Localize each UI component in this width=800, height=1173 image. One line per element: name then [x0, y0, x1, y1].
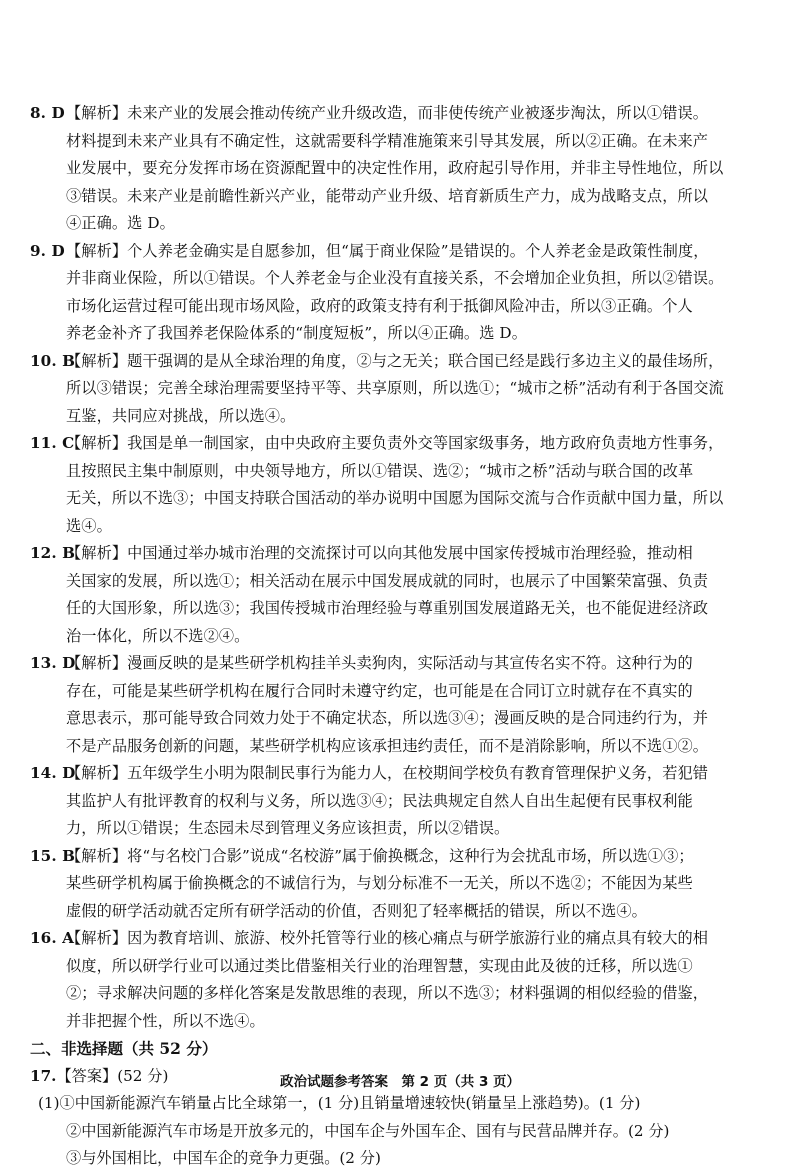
- line-text: ③错误。未来产业是前瞻性新兴产业，能带动产业升级、培育新质生产力，成为战略支点，所以: [66, 186, 709, 205]
- line-text: 治一体化，所以不选②④。: [66, 626, 250, 645]
- line-text: ④正确。选 D。: [66, 214, 175, 232]
- line-text: 某些研学机构属于偷换概念的不诚信行为，与划分标准不一无关，所以不选②；不能因为某些: [66, 874, 693, 892]
- line-text: 业发展中，要充分发挥市场在资源配置中的决定性作用，政府起引导作用，并非主导性地位，所以: [66, 159, 724, 177]
- answer-line: [30, 430, 778, 458]
- answer-line: [30, 155, 778, 183]
- line-text: 【解析】中国通过举办城市治理的交流探讨可以向其他发展中国家传授城市治理经验，推动相: [66, 544, 693, 562]
- question-number: 12. B: [30, 544, 76, 562]
- line-text: 【解析】未来产业的发展会推动传统产业升级改造，而非使传统产业被逐步淘汰，所以①错误。: [66, 104, 709, 122]
- answer-line: (1)①中国新能源汽车销量占比全球第一，(1 分)且销量增速较快(销量呈上涨趋势)。(1 分): [38, 1094, 641, 1112]
- answer-line: [30, 953, 778, 981]
- answer-line: [30, 265, 778, 293]
- page-footer: 政治试题参考答案 第 2 页（共 3 页）: [279, 1074, 521, 1090]
- line-text: 任的大国形象，所以选③；我国传授城市治理经验与尊重别国发展道路无关，也不能促进经济政: [66, 599, 709, 617]
- answer-item: [30, 238, 778, 348]
- line-text: 【解析】题干强调的是从全球治理的角度，②与之无关；联合国已经是践行多边主义的最佳场所，: [66, 351, 724, 370]
- line-text: 且按照民主集中制原则，中央领导地方，所以①错误、选②；“城市之桥”活动与联合国的改革: [66, 461, 694, 480]
- line-text: 虚假的研学活动就否定所有研学活动的价值，否则犯了轻率概括的错误，所以不选④。: [66, 901, 647, 920]
- answer-line: [30, 458, 778, 486]
- answer-line: [30, 568, 778, 596]
- line-text: 【解析】五年级学生小明为限制民事行为能力人，在校期间学校负有教育管理保护义务，若犯错: [66, 764, 709, 782]
- answer-item: [30, 100, 778, 238]
- line-text: 所以③错误；完善全球治理需要坚持平等、共享原则，所以选①；“城市之桥”活动有利于各国交流: [66, 379, 724, 397]
- answer-line: [30, 925, 778, 953]
- line-text: 似度，所以研学行业可以通过类比借鉴相关行业的治理智慧，实现由此及彼的迁移，所以选①: [66, 956, 693, 975]
- answer-line: [30, 843, 778, 871]
- question-number: 15. B: [30, 846, 76, 865]
- answer-item: [30, 843, 778, 926]
- question-number: 14. D: [30, 764, 76, 782]
- line-text: 关国家的发展，所以选①；相关活动在展示中国发展成就的同时，也展示了中国繁荣富强、负责: [66, 571, 709, 590]
- answer-line: [30, 210, 778, 238]
- line-text: 【解析】将“与名校门合影”说成“名校游”属于偷换概念，这种行为会扰乱市场，所以选①③；: [66, 846, 694, 865]
- answer-line: [30, 815, 778, 843]
- question-number: 13. D: [30, 654, 76, 672]
- section-title: 二、非选择题（共 52 分）: [30, 1039, 218, 1058]
- answer-line: [30, 1008, 778, 1036]
- answer-line: [30, 403, 778, 431]
- answer-item: [30, 650, 778, 760]
- answer-line: [30, 898, 778, 926]
- answer-line: [30, 485, 778, 513]
- line-text: 意思表示，那可能导致合同效力处于不确定状态，所以选③④；漫画反映的是合同违约行为，并: [66, 709, 709, 727]
- answer-line: [30, 513, 778, 541]
- answer-item: [30, 430, 778, 540]
- answer-line: [30, 788, 778, 816]
- answer-line: [30, 540, 778, 568]
- line-text: 【解析】因为教育培训、旅游、校外托管等行业的核心痛点与研学旅游行业的痛点具有较大的相: [66, 929, 709, 947]
- line-text: 存在，可能是某些研学机构在履行合同时未遵守约定，也可能是在合同订立时就存在不真实的: [66, 681, 693, 700]
- line-text: 【解析】漫画反映的是某些研学机构挂羊头卖狗肉，实际活动与其宣传名实不符。这种行为的: [66, 654, 693, 672]
- line-text: 选④。: [66, 516, 112, 535]
- question-number: 9. D: [30, 241, 65, 260]
- answer-line: [30, 650, 778, 678]
- answer-line: [30, 980, 778, 1008]
- answer-line: [30, 293, 778, 321]
- line-text: 【解析】个人养老金确实是自愿参加，但“属于商业保险”是错误的。个人养老金是政策性制度，: [66, 241, 709, 260]
- line-text: 不是产品服务创新的问题，某些研学机构应该承担违约责任，而不是消除影响，所以不选①②。: [66, 736, 709, 755]
- line-text: 并非商业保险，所以①错误。个人养老金与企业没有直接关系，不会增加企业负担，所以②错误。: [66, 269, 724, 287]
- question-number: 11. C: [30, 434, 75, 452]
- question-17-answers: [38, 1090, 778, 1173]
- question-number: 16. A: [30, 929, 74, 947]
- answer-line: ②中国新能源汽车市场是开放多元的，中国车企与外国车企、国有与民营品牌并存。(2 分): [66, 1121, 670, 1140]
- answer-line: [30, 348, 778, 376]
- line-text: 材料提到未来产业具有不确定性，这就需要科学精准施策来引导其发展，所以②正确。在未来产: [66, 131, 709, 150]
- answer-item: [30, 348, 778, 431]
- question-number: 10. B: [30, 351, 76, 370]
- question-number: 8. D: [30, 104, 65, 122]
- answer-line: [30, 678, 778, 706]
- line-text: 互鉴，共同应对挑战，所以选④。: [66, 406, 296, 425]
- line-text: 市场化运营过程可能出现市场风险，政府的政策支持有利于抵御风险冲击，所以③正确。个人: [66, 296, 693, 315]
- answer-line: [30, 733, 778, 761]
- line-text: 无关，所以不选③；中国支持联合国活动的举办说明中国愿为国际交流与合作贡献中国力量，所以: [66, 489, 724, 507]
- answer-line: [30, 760, 778, 788]
- answer-line: [30, 238, 778, 266]
- answer-line: [30, 705, 778, 733]
- answer-item: [30, 925, 778, 1035]
- question-number: 17.: [30, 1066, 57, 1085]
- answer-line: [30, 375, 778, 403]
- answer-line: [30, 595, 778, 623]
- line-text: 力，所以①错误；生态园未尽到管理义务应该担责，所以②错误。: [66, 819, 510, 837]
- line-text: 并非把握个性，所以不选④。: [66, 1011, 265, 1030]
- answer-line: [30, 128, 778, 156]
- line-text: 其监护人有批评教育的权利与义务，所以选③④；民法典规定自然人自出生起便有民事权利能: [66, 791, 693, 810]
- answer-line: [30, 183, 778, 211]
- answer-line: [30, 623, 778, 651]
- answer-label: 【答案】(52 分): [56, 1066, 169, 1085]
- answer-line: [30, 320, 778, 348]
- answer-item: [30, 540, 778, 650]
- answer-line: ③与外国相比，中国车企的竞争力更强。(2 分): [66, 1149, 381, 1167]
- answer-line: [30, 100, 778, 128]
- line-text: 【解析】我国是单一制国家，由中央政府主要负责外交等国家级事务，地方政府负责地方性事务，: [66, 434, 724, 452]
- answer-item: [30, 760, 778, 843]
- answer-line: [30, 870, 778, 898]
- line-text: ②；寻求解决问题的多样化答案是发散思维的表现，所以不选③；材料强调的相似经验的借鉴，: [66, 984, 709, 1002]
- line-text: 养老金补齐了我国养老保险体系的“制度短板”，所以④正确。选 D。: [66, 324, 527, 342]
